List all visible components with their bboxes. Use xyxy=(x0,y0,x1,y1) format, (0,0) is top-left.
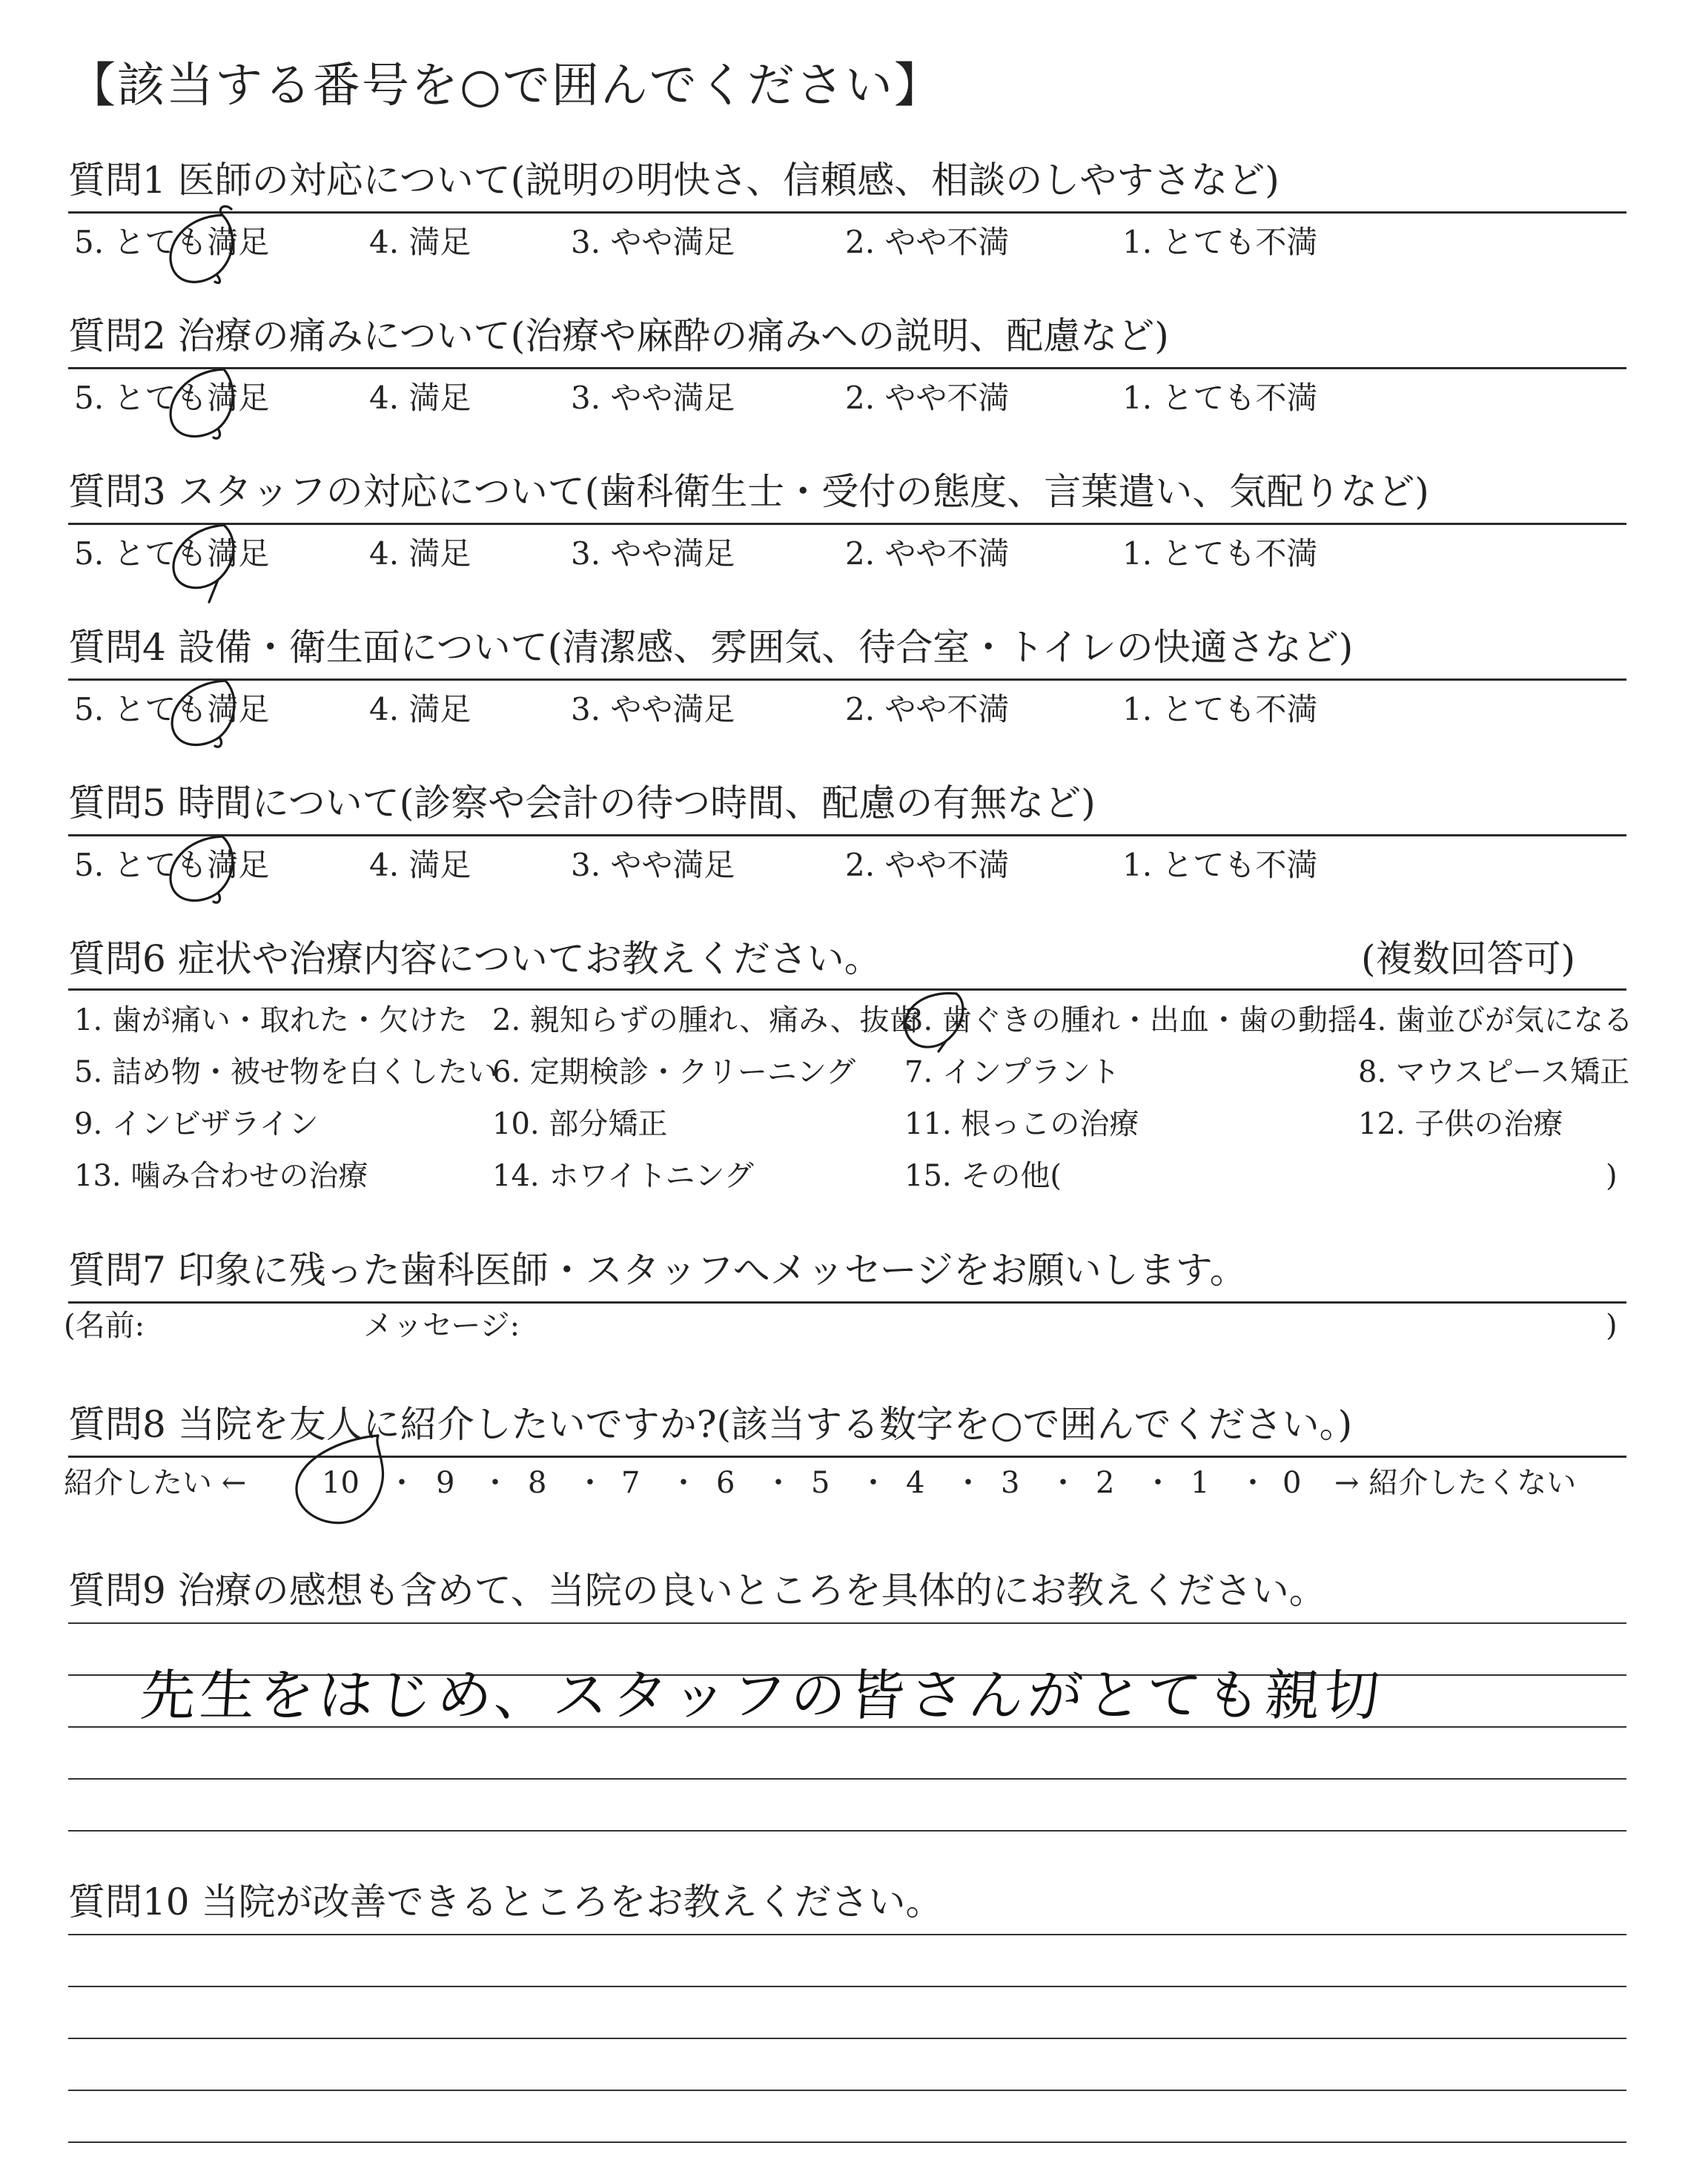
q6-option-3[interactable]: 3. 歯ぐきの腫れ・出血・歯の動揺 xyxy=(904,1003,1357,1037)
question-4-rule xyxy=(68,678,1626,681)
q4-option-3[interactable]: 3. やや満足 xyxy=(571,691,735,727)
question-3-rule xyxy=(68,523,1626,525)
question-1-rule xyxy=(68,211,1626,214)
q8-left-label: 紹介したい ← xyxy=(64,1466,247,1500)
q6-option-13[interactable]: 13. 噛み合わせの治療 xyxy=(74,1159,368,1193)
q4-option-1[interactable]: 1. とても不満 xyxy=(1122,691,1318,727)
q6-other-close-paren: ) xyxy=(1606,1159,1618,1193)
question-8-title: 質問8 当院を友人に紹介したいですか?(該当する数字を○で囲んでください。) xyxy=(68,1403,1353,1446)
q2-option-5[interactable]: 5. とても満足 xyxy=(74,380,270,416)
q4-option-4[interactable]: 4. 満足 xyxy=(369,691,471,727)
q6-option-12[interactable]: 12. 子供の治療 xyxy=(1358,1107,1563,1141)
q6-option-8[interactable]: 8. マウスピース矯正 xyxy=(1358,1055,1630,1089)
q2-option-4[interactable]: 4. 満足 xyxy=(369,380,471,416)
question-10-title: 質問10 当院が改善できるところをお教えください。 xyxy=(68,1880,943,1923)
q6-option-10[interactable]: 10. 部分矯正 xyxy=(492,1107,668,1141)
q2-option-1[interactable]: 1. とても不満 xyxy=(1122,380,1318,416)
q10-answer-line-5 xyxy=(68,2141,1626,2143)
question-8-rule xyxy=(68,1456,1626,1458)
q8-right-label: → 紹介したくない xyxy=(1334,1466,1577,1500)
form-header: 【該当する番号を○で囲んでください】 xyxy=(68,59,943,113)
q2-option-3[interactable]: 3. やや満足 xyxy=(571,380,735,416)
q8-scale-2[interactable]: 2 xyxy=(1096,1466,1115,1500)
q8-sep-1: ・ xyxy=(387,1466,417,1500)
q3-option-3[interactable]: 3. やや満足 xyxy=(571,535,735,572)
q4-option-5[interactable]: 5. とても満足 xyxy=(74,691,270,727)
q6-option-4[interactable]: 4. 歯並びが気になる xyxy=(1358,1003,1633,1037)
q10-answer-line-4 xyxy=(68,2090,1626,2091)
q8-sep-9: ・ xyxy=(1143,1466,1173,1500)
q8-scale-3[interactable]: 3 xyxy=(1001,1466,1020,1500)
q8-sep-6: ・ xyxy=(858,1466,888,1500)
q1-option-3[interactable]: 3. やや満足 xyxy=(571,224,735,260)
q1-option-1[interactable]: 1. とても不満 xyxy=(1122,224,1318,260)
q8-scale-10[interactable]: 10 xyxy=(322,1466,360,1500)
q8-scale-1[interactable]: 1 xyxy=(1191,1466,1210,1500)
q8-sep-3: ・ xyxy=(575,1466,605,1500)
q8-sep-2: ・ xyxy=(480,1466,510,1500)
q10-answer-line-3 xyxy=(68,2038,1626,2039)
q1-option-5[interactable]: 5. とても満足 xyxy=(74,224,270,260)
q8-sep-8: ・ xyxy=(1048,1466,1078,1500)
q3-option-2[interactable]: 2. やや不満 xyxy=(845,535,1010,572)
q9-answer-line-4 xyxy=(68,1778,1626,1780)
q6-option-5[interactable]: 5. 詰め物・被せ物を白くしたい xyxy=(74,1055,497,1089)
q6-option-11[interactable]: 11. 根っこの治療 xyxy=(904,1107,1139,1141)
q6-option-7[interactable]: 7. インプラント xyxy=(904,1055,1120,1089)
q8-sep-10: ・ xyxy=(1238,1466,1268,1500)
q3-option-5[interactable]: 5. とても満足 xyxy=(74,535,270,572)
q6-option-14[interactable]: 14. ホワイトニング xyxy=(492,1159,754,1193)
q6-option-15[interactable]: 15. その他( xyxy=(904,1159,1062,1193)
q4-option-2[interactable]: 2. やや不満 xyxy=(845,691,1010,727)
question-1-title: 質問1 医師の対応について(説明の明快さ、信頼感、相談のしやすさなど) xyxy=(68,159,1280,202)
q8-scale-4[interactable]: 4 xyxy=(906,1466,925,1500)
question-5-rule xyxy=(68,834,1626,836)
question-2-rule xyxy=(68,367,1626,369)
q5-option-1[interactable]: 1. とても不満 xyxy=(1122,847,1318,883)
q8-sep-7: ・ xyxy=(953,1466,983,1500)
q9-answer-line-1 xyxy=(68,1622,1626,1624)
q7-message-label: メッセージ: xyxy=(363,1309,520,1343)
q2-option-2[interactable]: 2. やや不満 xyxy=(845,380,1010,416)
q6-option-6[interactable]: 6. 定期検診・クリーニング xyxy=(492,1055,856,1089)
question-5-title: 質問5 時間について(診察や会計の待つ時間、配慮の有無など) xyxy=(68,782,1096,825)
q9-answer-line-5 xyxy=(68,1830,1626,1832)
q5-option-3[interactable]: 3. やや満足 xyxy=(571,847,735,883)
question-9-title: 質問9 治療の感想も含めて、当院の良いところを具体的にお教えください。 xyxy=(68,1569,1326,1612)
q8-sep-4: ・ xyxy=(669,1466,698,1500)
question-4-title: 質問4 設備・衛生面について(清潔感、雰囲気、待合室・トイレの快適さなど) xyxy=(68,626,1354,669)
q8-scale-0[interactable]: 0 xyxy=(1282,1466,1302,1500)
q8-scale-7[interactable]: 7 xyxy=(621,1466,640,1500)
q8-scale-9[interactable]: 9 xyxy=(436,1466,455,1500)
q5-option-5[interactable]: 5. とても満足 xyxy=(74,847,270,883)
q7-name-label: (名前: xyxy=(64,1309,145,1343)
q6-option-2[interactable]: 2. 親知らずの腫れ、痛み、抜歯 xyxy=(492,1003,919,1037)
q8-scale-5[interactable]: 5 xyxy=(811,1466,830,1500)
q3-option-4[interactable]: 4. 満足 xyxy=(369,535,471,572)
q10-answer-line-1 xyxy=(68,1934,1626,1935)
question-7-title: 質問7 印象に残った歯科医師・スタッフへメッセージをお願いします。 xyxy=(68,1249,1247,1292)
q8-scale-6[interactable]: 6 xyxy=(716,1466,735,1500)
q10-answer-line-2 xyxy=(68,1986,1626,1987)
question-2-title: 質問2 治療の痛みについて(治療や麻酔の痛みへの説明、配慮など) xyxy=(68,314,1169,357)
question-6-note: (複数回答可) xyxy=(1361,937,1576,980)
q7-close-paren: ) xyxy=(1606,1309,1618,1343)
q3-option-1[interactable]: 1. とても不満 xyxy=(1122,535,1318,572)
q6-option-1[interactable]: 1. 歯が痛い・取れた・欠けた xyxy=(74,1003,468,1037)
question-3-title: 質問3 スタッフの対応について(歯科衛生士・受付の態度、言葉遣い、気配りなど) xyxy=(68,470,1429,513)
question-7-rule xyxy=(68,1301,1626,1304)
q1-option-4[interactable]: 4. 満足 xyxy=(369,224,471,260)
question-6-rule xyxy=(68,988,1626,991)
q5-option-4[interactable]: 4. 満足 xyxy=(369,847,471,883)
q1-option-2[interactable]: 2. やや不満 xyxy=(845,224,1010,260)
q6-option-9[interactable]: 9. インビザライン xyxy=(74,1107,319,1141)
q8-sep-5: ・ xyxy=(764,1466,793,1500)
q8-scale-8[interactable]: 8 xyxy=(528,1466,547,1500)
q5-option-2[interactable]: 2. やや不満 xyxy=(845,847,1010,883)
question-6-title: 質問6 症状や治療内容についてお教えください。 xyxy=(68,937,881,980)
q9-handwritten-answer[interactable]: 先生をはじめ、スタッフの皆さんがとても親切 xyxy=(138,1664,1386,1728)
